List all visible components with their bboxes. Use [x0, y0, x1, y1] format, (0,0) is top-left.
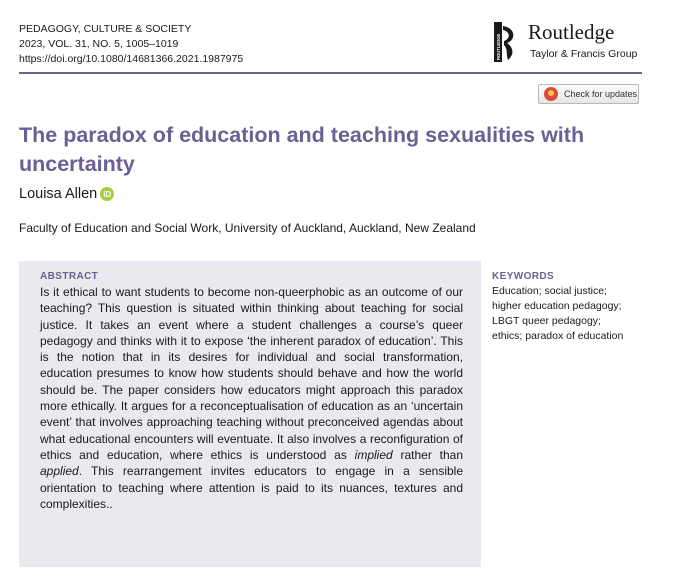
author-line — [19, 186, 114, 202]
journal-doi[interactable]: https://doi.org/10.1080/14681366.2021.1987975 — [19, 53, 244, 65]
crossmark-icon — [544, 87, 558, 101]
check-for-updates-label: Check for updates — [564, 89, 638, 99]
keyword-line: higher education pedagogy; — [492, 300, 622, 312]
publisher-logo — [494, 20, 664, 64]
publisher-name: Routledge — [528, 20, 615, 44]
keywords-panel — [492, 271, 652, 344]
journal-citation: 2023, VOL. 31, NO. 5, 1005–1019 — [19, 38, 179, 50]
keyword-line: ethics; paradox of education — [492, 330, 624, 342]
keywords-list — [492, 284, 652, 344]
check-for-updates-button[interactable] — [538, 84, 639, 104]
abstract-panel — [19, 261, 481, 567]
article-title: The paradox of education and teaching sexualities with uncertainty — [19, 123, 585, 176]
publisher-group: Taylor & Francis Group — [530, 48, 638, 60]
author-name[interactable]: Louisa Allen — [19, 186, 98, 202]
keywords-heading: KEYWORDS — [492, 271, 555, 282]
routledge-mark-icon — [494, 22, 516, 62]
journal-header — [19, 22, 243, 67]
publisher-mark-text: ROUTLEDGE — [496, 33, 501, 60]
abstract-emphasis-implied: implied — [354, 447, 393, 462]
abstract-heading: ABSTRACT — [40, 271, 99, 282]
author-affiliation: Faculty of Education and Social Work, University of Auckland, Auckland, New Zealand — [19, 221, 476, 235]
keyword-line: LBGT queer pedagogy; — [492, 315, 601, 327]
header-divider — [19, 72, 642, 74]
abstract-text: Is it ethical to want students to become non-queerphobic as an outcome of our teaching? This question is situated within thinking about teaching for social justice. It takes an event where a student challenges a course’s queer pedagogy and thinks with it to expose ‘the inherent paradox of education’. This is the notion that in its desires for individual and social transformation, education presumes to know how students should behave and how the world should be. The paper considers how educators might approach this paradox more ethically. It argues for a reconceptualisation of education as an ‘uncertain event’ that involves approaching teaching without preconceived agendas about what educational encounters will eventuate. It also involves a reconfiguration of ethics and education, where ethics is understood as implied rather than applied. This rearrangement invites educators to engage in a sensible orientation to teaching where attention is paid to its nuances, textures and complexities.. — [40, 285, 463, 511]
orcid-icon[interactable]: iD — [100, 187, 114, 201]
journal-name: PEDAGOGY, CULTURE & SOCIETY — [19, 23, 192, 35]
abstract-emphasis-applied: applied — [40, 464, 79, 479]
keyword-line: Education; social justice; — [492, 285, 607, 297]
